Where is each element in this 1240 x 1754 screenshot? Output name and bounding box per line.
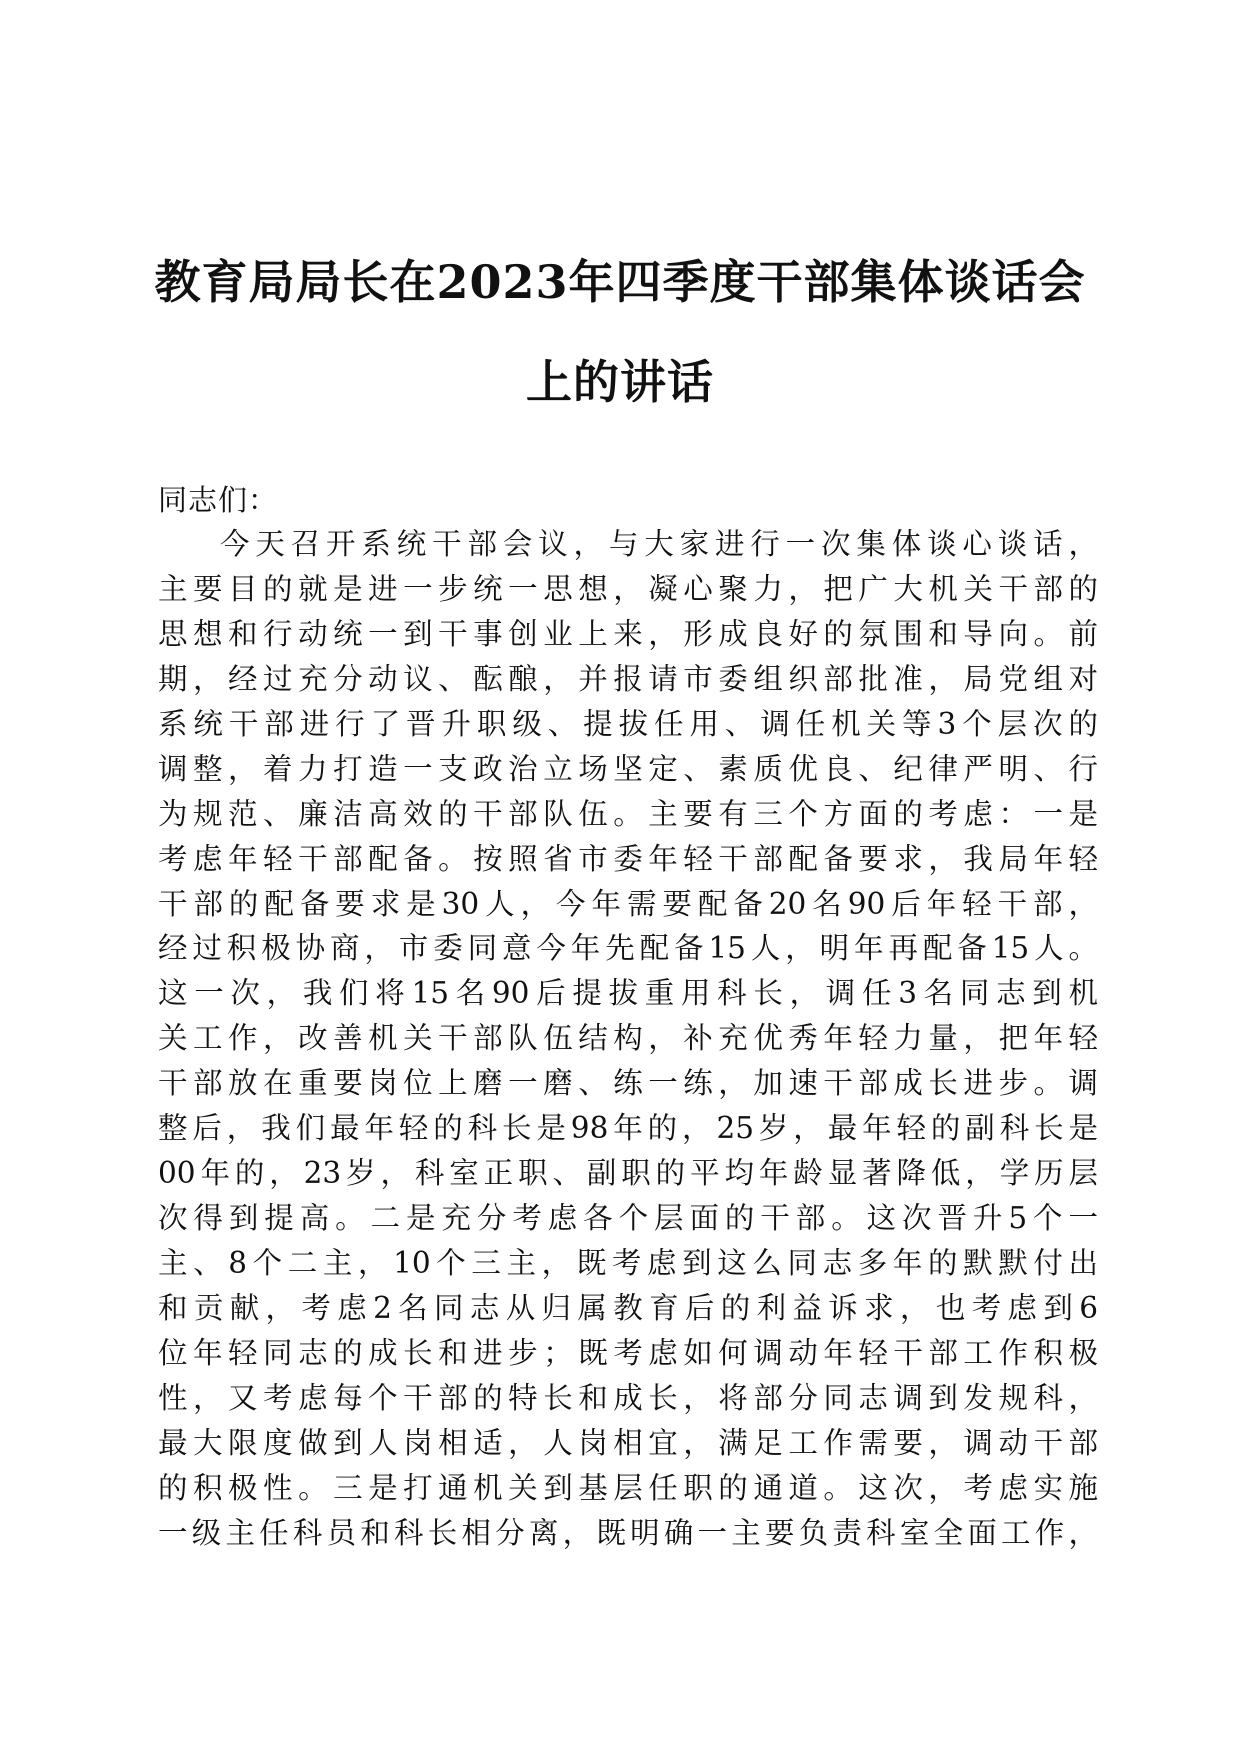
paragraph-line: 主、8个二主，10个三主，既考虑到这么同志多年的默默付出 — [158, 1246, 1098, 1280]
paragraph-line: 今天召开系统干部会议，与大家进行一次集体谈心谈话， — [220, 527, 1098, 561]
paragraph-line: 期，经过充分动议、酝酿，并报请市委组织部批准，局党组对 — [158, 661, 1098, 696]
paragraph-line: 性，又考虑每个干部的特长和成长，将部分同志调到发规科， — [158, 1380, 1098, 1415]
salutation: 同志们： — [158, 483, 279, 517]
paragraph-line: 关工作，改善机关干部队伍结构，补充优秀年轻力量，把年轻 — [158, 1021, 1098, 1056]
paragraph-line: 和贡献，考虑2名同志从归属教育后的利益诉求，也考虑到6 — [158, 1290, 1098, 1325]
paragraph-line: 为规范、廉洁高效的干部队伍。主要有三个方面的考虑：一是 — [158, 796, 1098, 831]
paragraph-line: 系统干部进行了晋升职级、提拔任用、调任机关等3个层次的 — [158, 706, 1098, 741]
paragraph-line: 最大限度做到人岗相适，人岗相宜，满足工作需要，调动干部 — [158, 1425, 1098, 1460]
paragraph-line: 整后，我们最年轻的科长是98年的，25岁，最年轻的副科长是 — [158, 1111, 1098, 1146]
paragraph-line: 次得到提高。二是充分考虑各个层面的干部。这次晋升5个一 — [158, 1201, 1098, 1236]
paragraph-line: 00年的，23岁，科室正职、副职的平均年龄显著降低，学历层 — [158, 1156, 1098, 1191]
paragraph-line: 干部放在重要岗位上磨一磨、练一练，加速干部成长进步。调 — [158, 1066, 1098, 1101]
paragraph-line: 经过积极协商，市委同意今年先配备15人，明年再配备15人。 — [158, 931, 1098, 966]
paragraph-line: 考虑年轻干部配备。按照省市委年轻干部配备要求，我局年轻 — [158, 841, 1098, 876]
paragraph-line: 的积极性。三是打通机关到基层任职的通道。这次，考虑实施 — [158, 1470, 1098, 1505]
body-paragraph — [158, 522, 1098, 1556]
paragraph-line: 位年轻同志的成长和进步；既考虑如何调动年轻干部工作积极 — [158, 1335, 1098, 1370]
paragraph-line: 这一次，我们将15名90后提拔重用科长，调任3名同志到机 — [158, 976, 1098, 1011]
paragraph-line: 干部的配备要求是30人，今年需要配备20名90后年轻干部， — [158, 886, 1098, 921]
paragraph-line: 调整，着力打造一支政治立场坚定、素质优良、纪律严明、行 — [158, 751, 1098, 786]
paragraph-line: 一级主任科员和科长相分离，既明确一主要负责科室全面工作， — [158, 1515, 1098, 1550]
paragraph-line: 思想和行动统一到干事创业上来，形成良好的氛围和导向。前 — [158, 616, 1098, 651]
document-title-line-1: 教育局局长在2023年四季度干部集体谈话会 — [154, 255, 1086, 309]
document-title-line-2: 上的讲话 — [526, 355, 714, 409]
paragraph-line: 主要目的就是进一步统一思想，凝心聚力，把广大机关干部的 — [158, 571, 1098, 606]
